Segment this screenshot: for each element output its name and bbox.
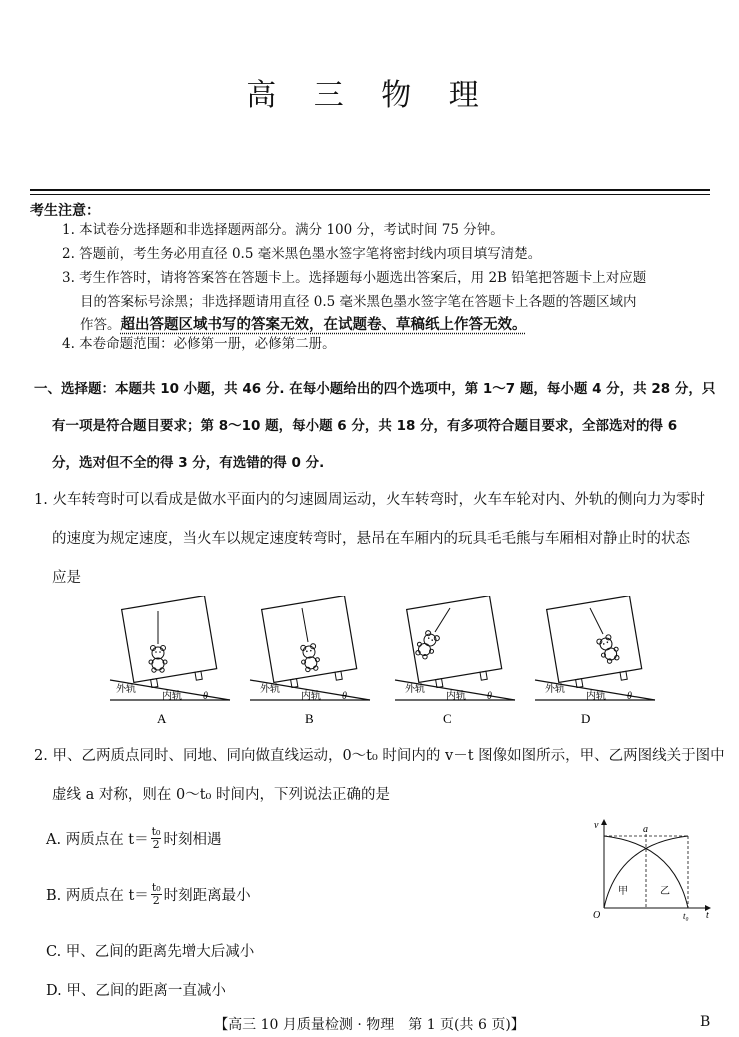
svg-text:外轨: 外轨 [260, 684, 280, 695]
svg-text:θ: θ [627, 691, 632, 702]
svg-text:外轨: 外轨 [405, 684, 425, 695]
title-rule-thin [30, 194, 710, 195]
q1-a-outer-rail-label: 外轨 [116, 684, 136, 695]
q1-figure-a [110, 596, 230, 726]
fraction-numerator: t₀ [151, 881, 161, 894]
q2-option-c: C. 甲、乙间的距离先增大后减小 [46, 944, 255, 960]
t-axis-label: t [706, 910, 709, 921]
section1-line-1: 一、选择题：本题共 10 小题，共 46 分. 在每小题给出的四个选项中，第 1～7 题，每小题 4 分，共 28 分，只 [34, 381, 716, 397]
title-rule-thick [30, 189, 710, 191]
q2-option-a-fraction [151, 826, 162, 851]
q2-option-b-text: B. 两质点在 t＝ [46, 888, 149, 904]
q1-a-angle-label: θ [203, 691, 208, 702]
svg-text:θ: θ [487, 691, 492, 702]
q1-a-inner-rail-label: 内轨 [162, 691, 182, 702]
q1-line-1: 1. 火车转弯时可以看成是做水平面内的匀速圆周运动，火车转弯时，火车车轮对内、外轨的侧向力为零时 [34, 492, 705, 508]
q2-vt-graph [588, 814, 718, 924]
section1-line-2: 有一项是符合题目要求；第 8～10 题，每小题 6 分，共 18 分，有多项符合题目要求，全部选对的得 6 [52, 418, 678, 434]
notice-warning-text: 超出答题区域书写的答案无效，在试题卷、草稿纸上作答无效。 [120, 317, 527, 333]
q2-line-1: 2. 甲、乙两质点同时、同地、同向做直线运动，0～t₀ 时间内的 v－t 图像如图所示，甲、乙两图线关于图中 [34, 748, 725, 764]
svg-text:内轨: 内轨 [586, 691, 606, 702]
q2-option-d: D. 甲、乙间的距离一直减小 [46, 983, 226, 999]
q1-c-label: C [443, 711, 452, 726]
q2-option-a-text: A. 两质点在 t＝ [46, 832, 149, 848]
q2-option-b-tail: 时刻距离最小 [163, 888, 251, 904]
fraction-denominator: 2 [152, 838, 160, 851]
notice-item-2: 2. 答题前，考生务必用直径 0.5 毫米黑色墨水签字笔将密封线内项目填写清楚。 [62, 246, 542, 262]
q1-figure-b [250, 596, 370, 726]
paper-version: B [700, 1014, 711, 1030]
q1-figures [100, 596, 700, 726]
notice-item-4: 4. 本卷命题范围：必修第一册，必修第二册。 [62, 336, 336, 352]
t0-label: t₀ [683, 911, 689, 921]
svg-text:内轨: 内轨 [301, 691, 321, 702]
q1-figure-d [535, 596, 655, 726]
notice-item-1: 1. 本试卷分选择题和非选择题两部分。满分 100 分，考试时间 75 分钟。 [62, 222, 504, 238]
origin-label: O [593, 910, 601, 921]
q1-d-label: D [581, 711, 591, 726]
svg-text:外轨: 外轨 [545, 684, 565, 695]
notice-heading: 考生注意： [30, 203, 100, 219]
svg-text:θ: θ [342, 691, 347, 702]
svg-text:内轨: 内轨 [446, 691, 466, 702]
notice-item-3-cont: 目的答案标号涂黑；非选择题请用直径 0.5 毫米黑色墨水签字笔在答题卡上各题的答题区域内 [80, 294, 637, 310]
notice-line4-prefix: 作答。 [80, 317, 121, 333]
page-footer: 【高三 10 月质量检测 · 物理 第 1 页(共 6 页)】 [214, 1017, 525, 1033]
v-axis-label: v [594, 820, 599, 831]
q1-figure-c [395, 596, 515, 726]
q2-option-b-fraction [151, 882, 162, 907]
q2-option-b [46, 882, 251, 907]
q2-option-a-tail: 时刻相遇 [163, 832, 222, 848]
curve-yi-label: 乙 [660, 886, 670, 897]
fraction-numerator: t₀ [151, 825, 161, 838]
q1-line-3: 应是 [52, 570, 81, 586]
page-title: 高 三 物 理 [246, 78, 493, 113]
q2-line-2: 虚线 a 对称，则在 0～t₀ 时间内，下列说法正确的是 [52, 787, 390, 803]
section1-line-3: 分，选对但不全的得 3 分，有选错的得 0 分. [52, 455, 325, 471]
notice-item-3: 3. 考生作答时，请将答案答在答题卡上。选择题每小题选出答案后，用 2B 铅笔把答题卡上对应题 [62, 270, 647, 286]
q1-a-label: A [157, 711, 167, 726]
curve-jia-label: 甲 [618, 886, 628, 897]
line-a-label: a [643, 824, 648, 835]
q1-line-2: 的速度为规定速度，当火车以规定速度转弯时，悬吊在车厢内的玩具毛毛熊与车厢相对静止时的状态 [52, 531, 690, 547]
q1-b-label: B [305, 711, 314, 726]
q2-option-a [46, 826, 221, 851]
fraction-denominator: 2 [152, 894, 160, 907]
